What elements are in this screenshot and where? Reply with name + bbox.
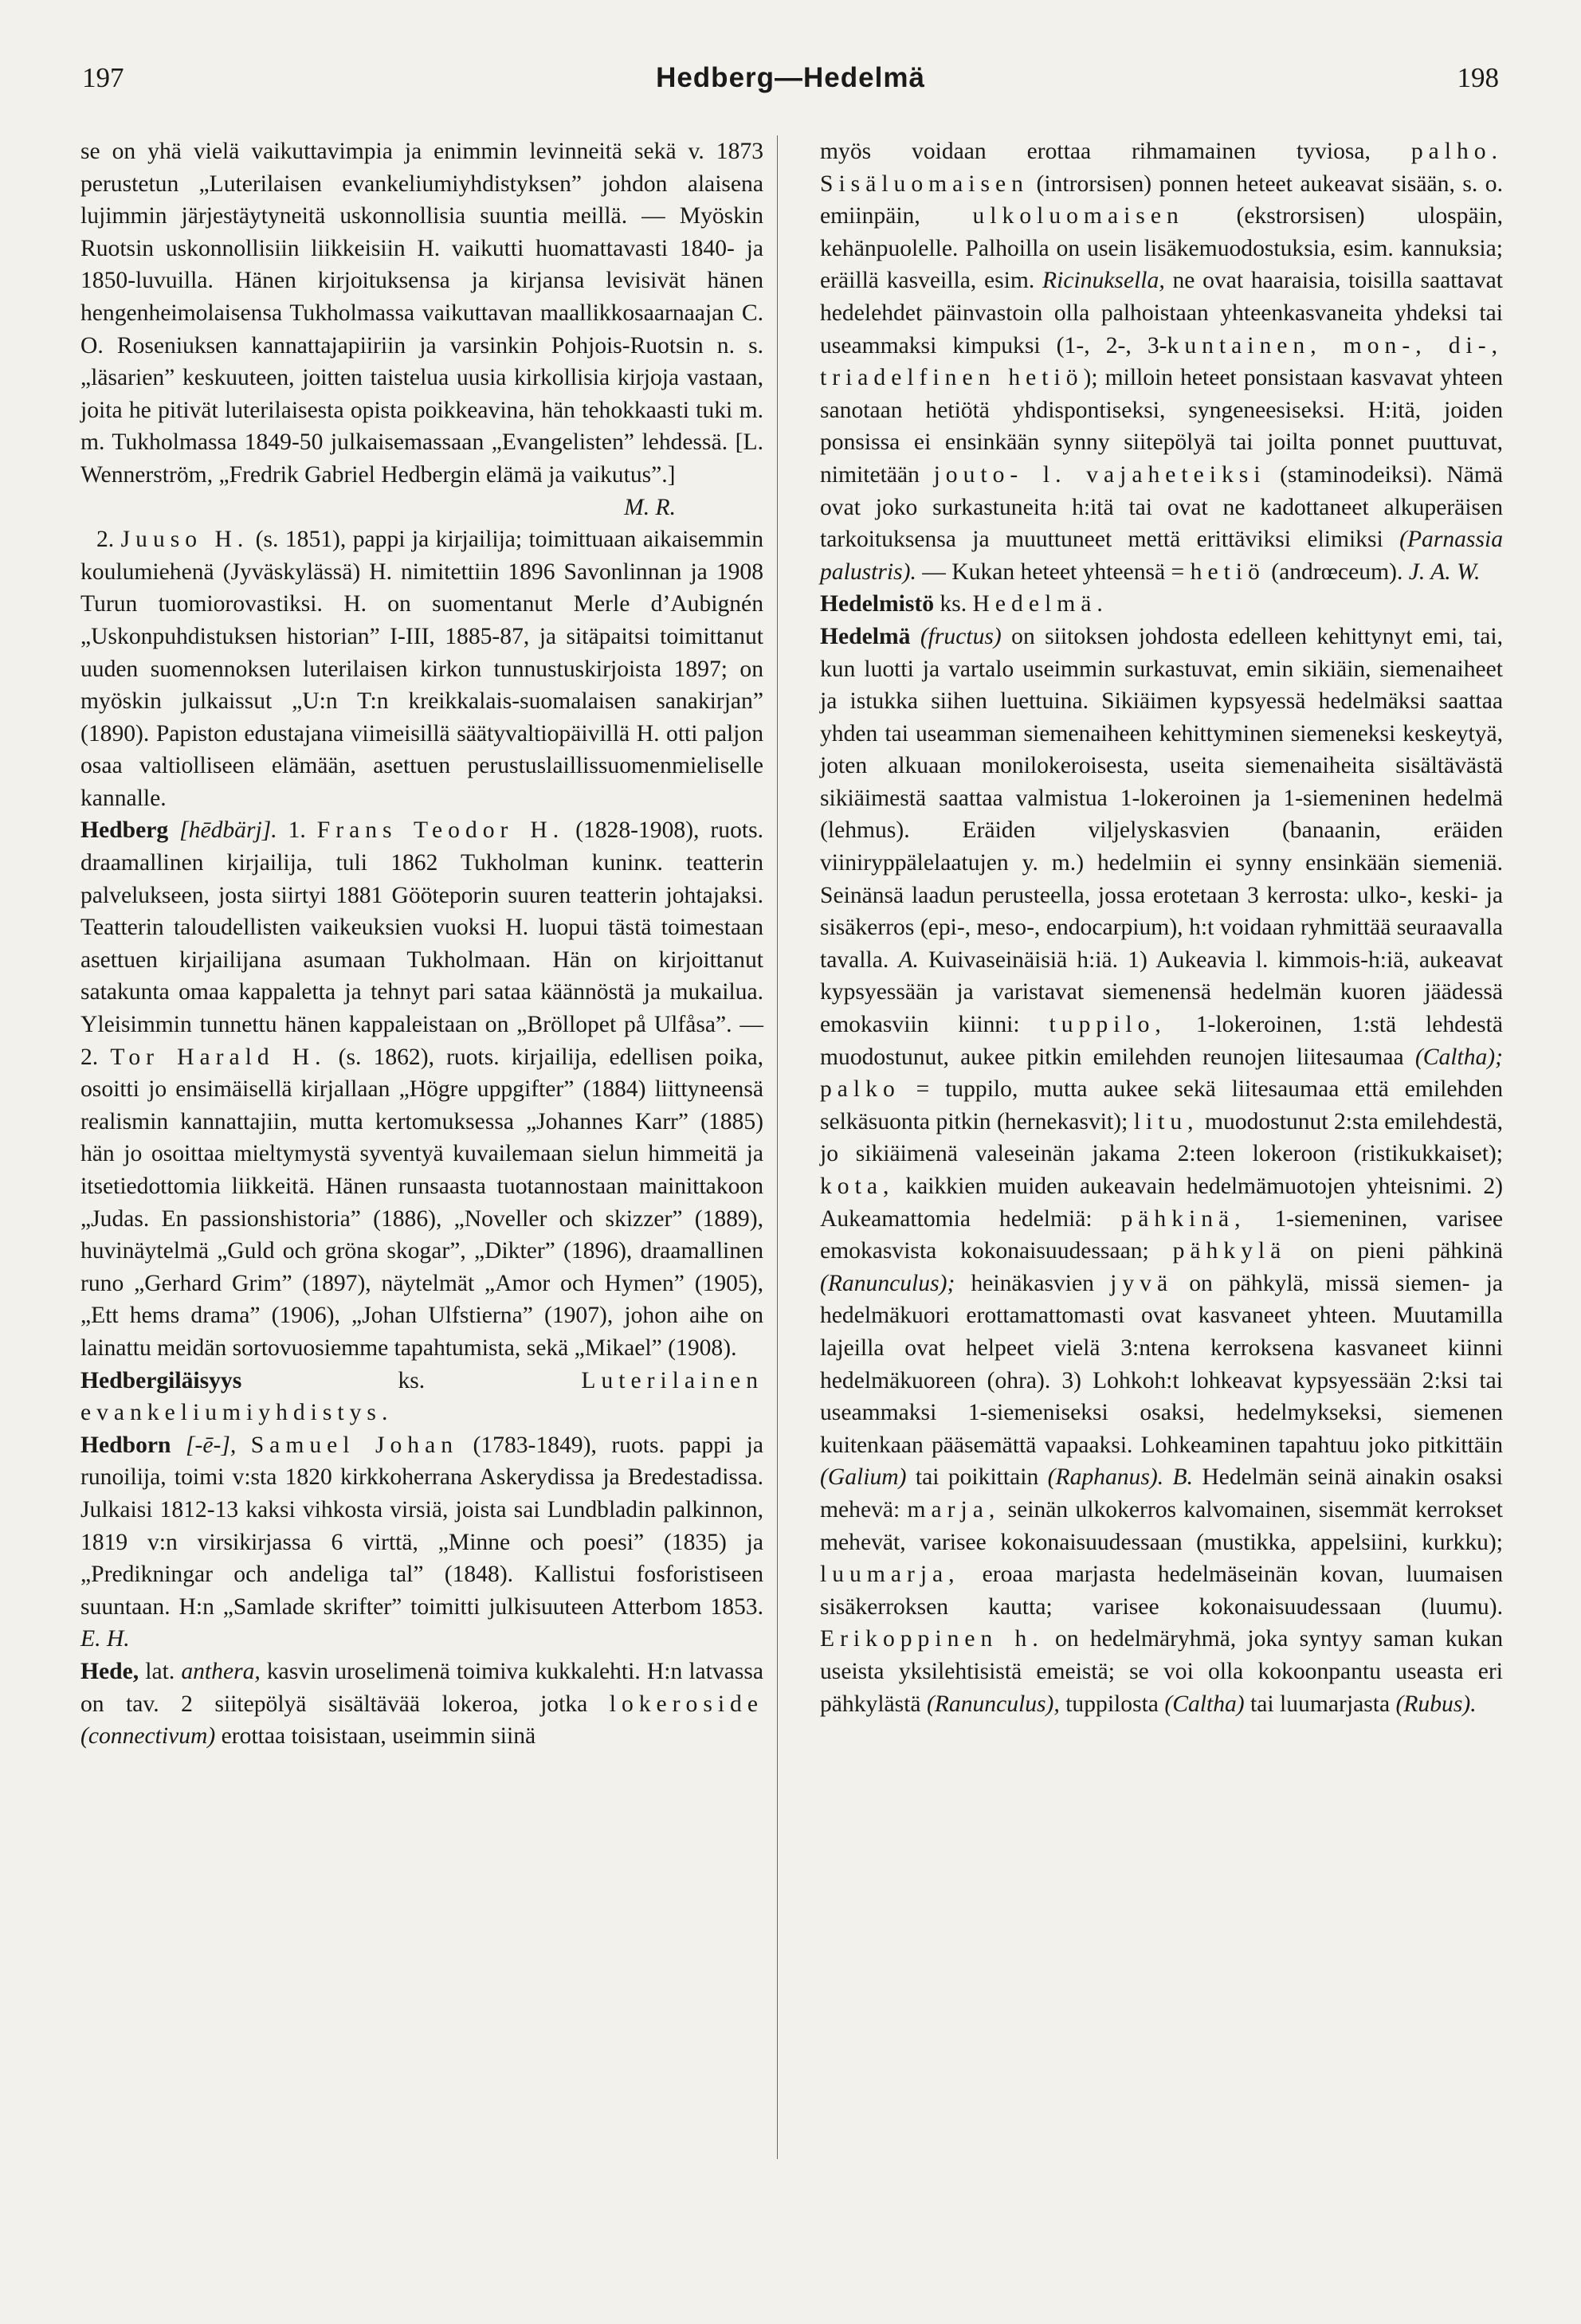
page-number-right: 198 (1457, 62, 1499, 93)
right-column (820, 135, 1503, 1720)
headword: Hedborn (80, 1432, 171, 1458)
left-column (80, 135, 763, 1753)
entry-hedberg-fredrik-cont: se on yhä vielä vaikuttavimpia ja enimmin levinneitä sekä v. 1873 perustetun „Luterilaisen evankeliumiyhdistyksen” johdon alaisena lujimmin järjestäytyneitä uskonnollisia suuntia meillä. — Myöskin Ruotsin uskonnollisiin liikkeisiin H. vaikutti huomattavasti 1840- ja 1850-luvuilla. Hänen kirjoituksensa ja kirjansa levisivät hänen hengenheimolaisensa Tukholmassa vaikuttavan maallikkosaarnaajan C. O. Roseniuksen kannattajapiiriin ja varsinkin Pohjois-Ruotsin n. s. „läsarien” keskuuteen, joitten taistelua uusia kirkollisia kirjoja vastaan, joita he pitivät luterilaisesta opista poikkeavina, hän tehokkaasti tuki m. m. Tukholmassa 1849-50 julkaisemassaan „Evangelisten” lehdessä. [L. Wennerström, „Fredrik Gabriel Hedbergin elämä ja vaikutus”.] M. R. (80, 135, 763, 523)
headword: Hedelmistö (820, 591, 935, 617)
headword: Hede, (80, 1658, 139, 1684)
author-signature: M. R. (624, 494, 676, 520)
author-signature: J. A. W. (1408, 558, 1481, 585)
entry-hedelmisto: Hedelmistö ks. Hedelmä. (820, 591, 1108, 617)
entry-hedelma: Hedelmä (fructus) on siitoksen johdosta edelleen kehittynyt emi, tai, kun luotti ja vartalo useimmin surkastuvat, emin sikiäin, siemenaiheet ja istukka siihen luettuina. Sikiäimen kypsyessä hedelmäksi saattaa yhden tai useamman siemenaiheen kehittyminen siemeneksi keskeytyä, joten alkuaan monilokeroisesta, useita siemenaiheita sisältävästä sikiäimestä saattaa valmistua 1-lokeroinen ja 1-siemeninen hedelmä (lehmus). Eräiden viljelyskasvien (banaanin, eräiden viiniryppälelaatujen y. m.) hedelmiin ei synny ensinkään siemeniä. Seinänsä laadun perusteella, jossa erotetaan 3 kerrosta: ulko-, keski- ja sisäkerros (epi-, meso-, endocarpium), h:t voidaan ryhmittää seuraavalla tavalla. A. Kuivaseinäisiä h:iä. 1) Aukeavia l. kimmois-h:iä, aukeavat kypsyessään ja varistavat siemenensä hedelmän kuoren jäädessä emokasviin kiinni: tuppilo, 1-lokeroinen, 1:stä lehdestä muodostunut, aukee pitkin emilehden reunojen liitesaumaa (Caltha); palko = tuppilo, mutta aukee sekä liitesaumaa että emilehden selkäsuonta pitkin (hernekasvit); litu, muodostunut 2:sta emilehdestä, jo sikiäimenä valeseinän jakama 2:teen lokeroon (ristikukkaiset); kota, kaikkien muiden aukeavain hedelmämuotojen yhteisnimi. 2) Aukeamattomia hedelmiä: pähkinä, 1-siemeninen, varisee emokasvista kokonaisuudessaan; pähkylä on pieni pähkinä (Ranunculus); heinäkasvien jyvä on pähkylä, missä siemen- ja hedelmäkuori erottamattomasti ovat kasvaneet yhteen. Muutamilla lajeilla ovat helpeet vielä 3:ntena kerroksena kasvaneet kiinni hedelmäkuoreen (ohra). 3) Lohkoh:t lohkeavat kypsyessään 2:ksi tai useammaksi 1-siemeniseksi osaksi, hedelmykseksi, siemenen kuitenkaan pääsemättä vapaaksi. Lohkeaminen tapahtuu joko pitkittäin (Galium) tai poikittain (Raphanus). B. Hedelmän seinä ainakin osaksi mehevä: marja, seinän ulkokerros kalvomainen, sisemmät kerrokset mehevät, varisee kokonaisuudessaan (mustikka, appelsiini, kurkku); luumarja, eroaa marjasta hedelmäseinän kovan, luumaisen sisäkerroksen kautta; varisee kokonaisuudessaan (luumu). Erikoppinen h. on hedelmäryhmä, joka syntyy saman kukan useista yksilehtisistä emeistä; se voi olla kokoonpantu useasta eri pähkylästä (Ranunculus), tuppilosta (Caltha) tai luumarjasta (Rubus). (820, 623, 1504, 1717)
headword: Hedbergiläisyys (80, 1367, 242, 1393)
entry-hede: Hede, lat. anthera, kasvin uroselimenä toimiva kukkalehti. H:n latvassa on tav. 2 siitepölyä sisältävää lokeroa, jotka lokeroside (connectivum) erottaa toisistaan, useimmin siinä (80, 1658, 763, 1750)
page-number-left: 197 (82, 62, 124, 93)
entry-hedborn: Hedborn [-ē-], Samuel Johan (1783-1849), ruots. pappi ja runoilija, toimi v:sta 1820 kirkkoherrana Askerydissa ja Bredestadissa. Julkaisi 1812-13 kaksi vihkosta virsiä, joista sai Lundbladin palkinnon, 1819 v:n virsikirjassa 6 virttä, „Minne och poesi” (1835) ja „Predikningar och andeliga tal” (1848). Kallistui fosforistiseen suuntaan. H:n „Samlade skrifter” toimitti julkisuuteen Atterbom 1853. E. H. (80, 1432, 763, 1652)
running-title: Hedberg—Hedelmä (656, 62, 925, 93)
entry-hedbergilaisyys: Hedbergiläisyys ks. Luterilainen evankeliumiyhdistys. (80, 1367, 763, 1426)
page-header (76, 62, 1505, 110)
headword: Hedberg (80, 817, 169, 844)
author-signature: E. H. (80, 1626, 130, 1652)
headword: Hedelmä (820, 623, 911, 649)
column-divider (777, 135, 778, 2159)
entry-hedberg-frans: Hedberg [hēdbärj]. 1. Frans Teodor H. (1828-1908), ruots. draamallinen kirjailija, tuli 1862 Tukholman kuninк. teatterin palvelukseen, josta siirtyi 1881 Gööteporin suuren teatterin johtajaksi. Teatterin taloudellisten vaikeuksien vuoksi H. luopui tästä toimestaan asettuen kirjailijana asumaan Tukholmaan. Hän on kirjoittanut satakunta omaa kappaletta ja tehnyt pari sataa käännöstä ja mukailua. Yleisimmin tunnettu hänen kappaleistaan on „Bröllopet på Ulfåsa”. — 2. Tor Harald H. (s. 1862), ruots. kirjailija, edellisen poika, osoitti jo ensimäisellä kirjallaan „Högre uppgifter” (1884) liittyneensä realismin kannattajiin, mutta kertomuksessa „Johannes Karr” (1885) hän jo osoittaa mieltymystä syventyä kuvailemaan sielun himmeitä ja itsetiedottomia liikkeitä. Hänen runsaasta tuotannostaan mainittakoon „Judas. En passionshistoria” (1886), „Noveller och skizzer” (1889), huvinäytelmä „Guld och gröna skogar”, „Dikter” (1896), draamallinen runo „Gerhard Grim” (1897), näytelmät „Amor och Hymen” (1905), „Ett hems drama” (1906), „Johan Ulfstierna” (1907), johon aihe on lainattu meidän sortovuosiemme tapahtumista, sekä „Mikael” (1908). (80, 817, 764, 1361)
entry-hedberg-juuso: 2. Juuso H. (s. 1851), pappi ja kirjailija; toimittuaan aikaisemmin koulumiehenä (Jyväskylässä) H. nimitettiin 1896 Savonlinnan ja 1908 Turun tuomiorovastiksi. H. on suomentanut Merle d’Aubignén „Uskonpuhdistuksen historian” I-III, 1885-87, ja sitäpaitsi toimittanut uuden suomennoksen luterilaisen kirkon tunnustuskirjoista 1897; on myöskin julkaissut „U:n T:n kreikkalais-suomalaisen sanakirjan” (1890). Papiston edustajana viimeisillä säätyvaltiopäivillä H. otti paljon osaa valtiolliseen elämään, asettuen perustuslaillissuomenmieliselle kannalle. (80, 527, 764, 811)
entry-hede-cont: myös voidaan erottaa rihmamainen tyviosa, palho. Sisäluomaisen (introrsisen) ponnen heteet aukeavat sisään, s. o. emiinpäin, ulkoluomaisen (ekstrorsisen) ulospäin, kehänpuolelle. Palhoilla on usein lisäkemuodostuksia, esim. kannuksia; eräillä kasveilla, esim. Ricinuksella, ne ovat haaraisia, toisilla saattavat hedelehdet päinvastoin olla palhoistaan yhteenkasvaneita yhdeksi tai useammaksi kimpuksi (1-, 2-, 3-kuntainen, mon-, di-, triadelfinen hetiö); milloin heteet ponsistaan kasvavat yhteen sanotaan hetiötä yhdispontiseksi, syngeneesiseksi. H:itä, joiden ponsissa ei ensinkään synny siitepölyä tai joilta ponnet puuttuvat, nimitetään jouto- l. vajaheteiksi (staminodeiksi). Nämä ovat joko surkastuneita h:itä tai ovat ne kadottaneet alkuperäisen tarkoituksensa ja muuttuneet mettä erittäviksi elimiksi (Parnassia palustris). — Kukan heteet yhteensä = hetiö (andrœceum). J. A. W. (820, 139, 1503, 585)
